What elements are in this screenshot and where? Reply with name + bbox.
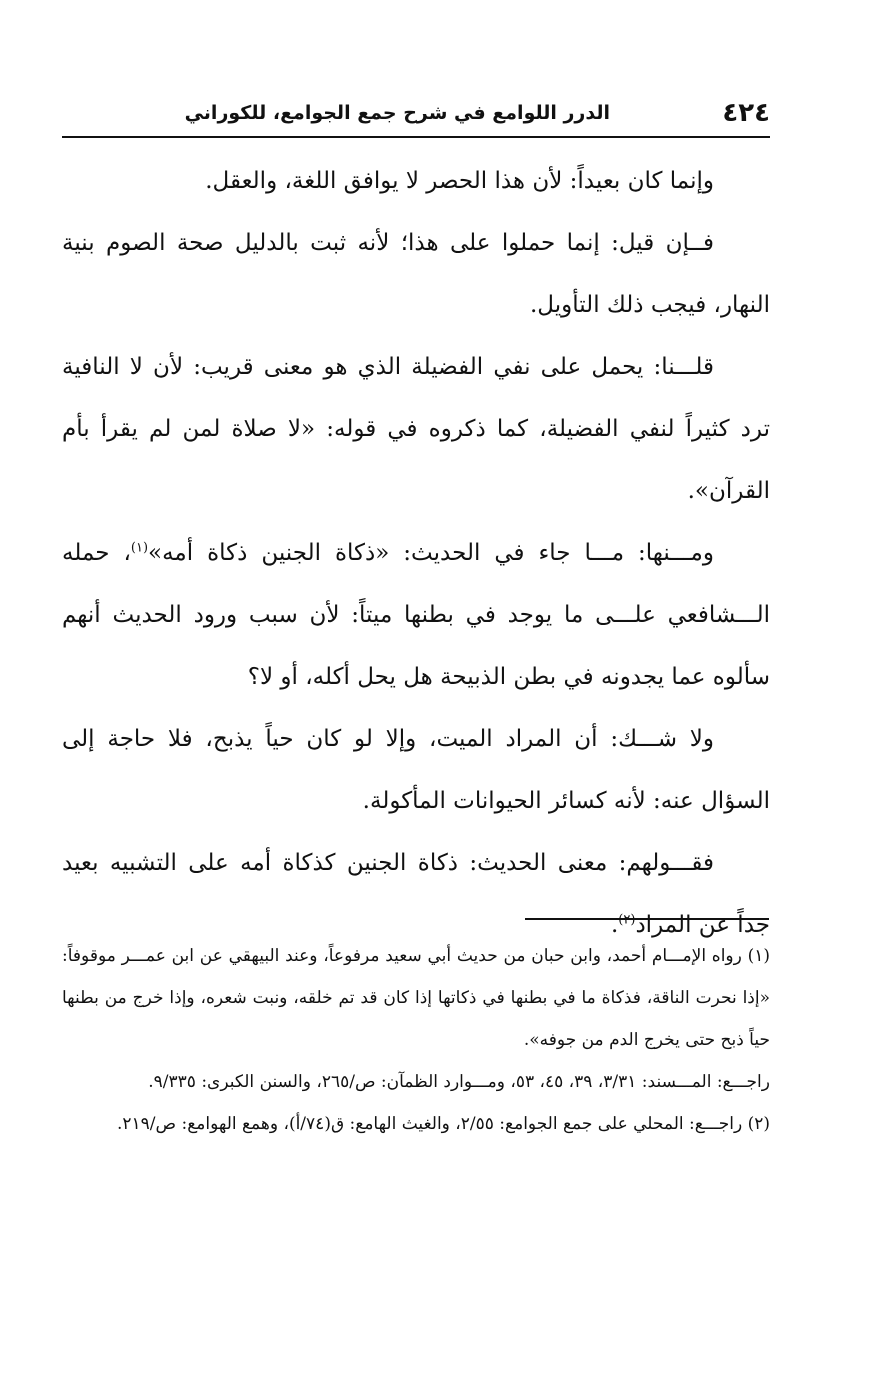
footnote-2: (٢) راجـــع: المحلي على جمع الجوامع: ٢/٥٥، والغيث الهامع: ق(٧٤/أ)، وهمع الهوامع: ص/٢١٩. [116, 1114, 770, 1134]
paragraph-text: . [610, 912, 619, 938]
book-title: الدرر اللوامع في شرح جمع الجوامع، للكوراني [184, 102, 610, 124]
paragraph-text: ولا شـــك: أن المراد الميت، وإلا لو كان حياً يذبح، فلا حاجة إلى السؤال عنه: لأنه كسائر الحيوانات المأكولة. [62, 726, 770, 814]
footnote-1: (١) رواه الإمـــام أحمد، وابن حبان من حديث أبي سعيد مرفوعاً، وعند البيهقي عن ابن عمـــر موقوفاً: «إذا نحرت الناقة، فذكاة ما في بطنها في ذكاتها إذا كان قد تم خلقه، ونبت شعره، وإذا خرج من بطنها حياً ذبح حتى يخرج الدم من جوفه». [62, 946, 770, 1050]
paragraph-text: قلـــنا: يحمل على نفي الفضيلة الذي هو معنى قريب: لأن لا النافية ترد كثيراً لنفي الفضيلة، كما ذكروه في قوله: «لا صلاة لمن لم يقرأ بأم القرآن». [62, 354, 770, 504]
paragraph-text: فقـــولهم: معنى الحديث: ذكاة الجنين كذكاة أمه على التشبيه بعيد جداً عن المراد [62, 850, 770, 938]
paragraph-text: ، حمله الـــشافعي علـــى ما يوجد في بطنها ميتاً: لأن سبب ورود الحديث أنهم سألوه عما يجدونه في بطن الذبيحة هل يحل أكله، أو لا؟ [62, 540, 770, 690]
page-number: ٤٢٤ [722, 98, 770, 128]
running-header [62, 96, 770, 138]
footnote-1-references: راجـــع: المـــسند: ٣/٣١، ٣٩، ٤٥، ٥٣، ومـــوارد الظمآن: ص/٢٦٥، والسنن الكبرى: ٩/٣٣٥. [148, 1072, 770, 1092]
footnote-reference[interactable]: (٢) [618, 912, 636, 928]
main-text [62, 150, 770, 956]
paragraph-text: وإنما كان بعيداً: لأن هذا الحصر لا يوافق اللغة، والعقل. [205, 168, 714, 194]
paragraph [62, 212, 770, 336]
paragraph [62, 708, 770, 832]
paragraph [62, 150, 770, 212]
paragraph-text: ومـــنها: مـــا جاء في الحديث: «ذكاة الجنين ذكاة أمه» [148, 540, 714, 566]
paragraph-text: فــإن قيل: إنما حملوا على هذا؛ لأنه ثبت بالدليل صحة الصوم بنية النهار، فيجب ذلك التأويل. [62, 230, 770, 318]
footnote-reference[interactable]: (١) [130, 540, 149, 556]
paragraph [62, 522, 770, 708]
paragraph [62, 336, 770, 522]
footnotes [62, 935, 770, 1145]
footnote-divider [525, 918, 769, 920]
